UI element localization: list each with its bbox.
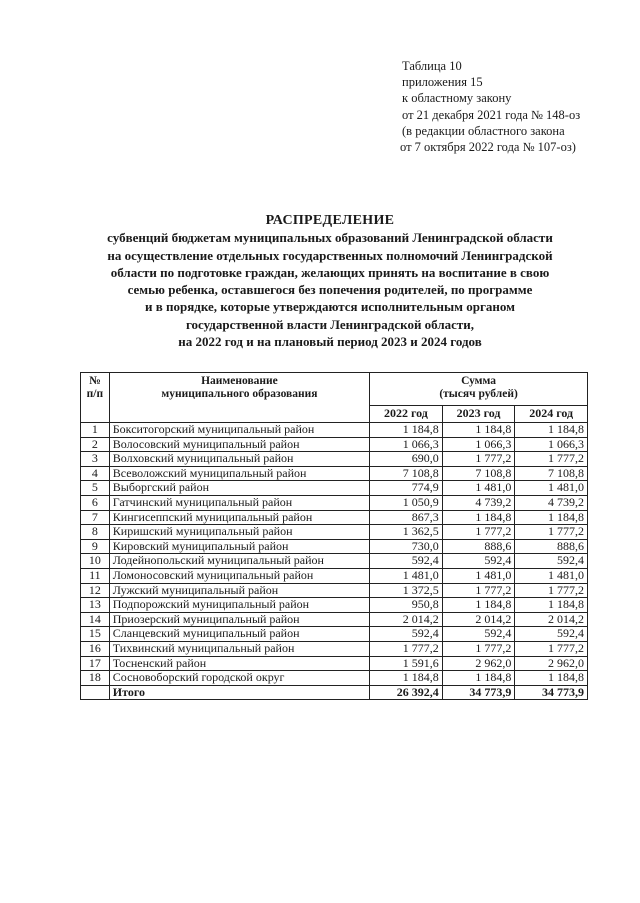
row-value-2023: 1 481,0 xyxy=(442,481,515,496)
row-value-2023: 1 184,8 xyxy=(442,423,515,438)
distribution-table xyxy=(80,372,588,700)
header-number-line: № xyxy=(89,375,101,387)
row-number: 13 xyxy=(81,598,110,613)
row-value-2022: 1 372,5 xyxy=(370,583,443,598)
row-value-2024: 4 739,2 xyxy=(515,495,588,510)
header-name xyxy=(109,373,369,423)
row-value-2022: 867,3 xyxy=(370,510,443,525)
row-name: Киришский муниципальный район xyxy=(109,525,369,540)
approval-line: от 21 декабря 2021 года № 148-оз xyxy=(402,107,581,122)
row-value-2023: 1 481,0 xyxy=(442,568,515,583)
header-number xyxy=(81,373,110,423)
table-row xyxy=(81,583,588,598)
row-value-2022: 7 108,8 xyxy=(370,466,443,481)
header-year-2023: 2023 год xyxy=(442,406,515,423)
row-value-2023: 1 184,8 xyxy=(442,510,515,525)
table-row xyxy=(81,554,588,569)
row-number: 14 xyxy=(81,612,110,627)
row-value-2024: 1 777,2 xyxy=(515,641,588,656)
row-number: 7 xyxy=(81,510,110,525)
table-row xyxy=(81,598,588,613)
row-value-2024: 2 962,0 xyxy=(515,656,588,671)
header-year-2024: 2024 год xyxy=(515,406,588,423)
row-value-2022: 2 014,2 xyxy=(370,612,443,627)
table-row xyxy=(81,539,588,554)
row-value-2024: 592,4 xyxy=(515,627,588,642)
approval-line: от 7 октября 2022 года № 107-оз) xyxy=(400,140,576,155)
row-name: Лодейнопольский муниципальный район xyxy=(109,554,369,569)
row-value-2023: 1 777,2 xyxy=(442,452,515,467)
heading-line: и в порядке, которые утверждаются исполнительным органом xyxy=(145,299,515,315)
table-header xyxy=(81,373,588,423)
row-value-2022: 1 777,2 xyxy=(370,641,443,656)
row-value-2024: 1 777,2 xyxy=(515,583,588,598)
approval-line: Таблица 10 xyxy=(402,59,462,73)
row-value-2023: 7 108,8 xyxy=(442,466,515,481)
table-row xyxy=(81,481,588,496)
row-name: Кингисеппский муниципальный район xyxy=(109,510,369,525)
row-value-2024: 592,4 xyxy=(515,554,588,569)
row-value-2022: 730,0 xyxy=(370,539,443,554)
heading-line: государственной власти Ленинградской области, xyxy=(185,316,475,332)
row-value-2023: 1 184,8 xyxy=(442,671,515,686)
row-name: Выборгский район xyxy=(109,481,369,496)
row-value-2024: 1 481,0 xyxy=(515,568,588,583)
total-value-2024: 34 773,9 xyxy=(515,685,588,700)
approval-line: к областному закону xyxy=(402,91,512,106)
row-value-2024: 1 184,8 xyxy=(515,598,588,613)
table-row xyxy=(81,612,588,627)
total-number-cell xyxy=(81,685,110,700)
table-row xyxy=(81,466,588,481)
row-value-2022: 774,9 xyxy=(370,481,443,496)
table-row xyxy=(81,627,588,642)
row-value-2024: 1 184,8 xyxy=(515,510,588,525)
row-number: 18 xyxy=(81,671,110,686)
row-number: 10 xyxy=(81,554,110,569)
row-value-2022: 592,4 xyxy=(370,554,443,569)
row-value-2024: 1 184,8 xyxy=(515,671,588,686)
row-number: 3 xyxy=(81,452,110,467)
row-name: Сосновоборский городской округ xyxy=(109,671,369,686)
row-name: Кировский муниципальный район xyxy=(109,539,369,554)
table-row xyxy=(81,495,588,510)
table-row xyxy=(81,641,588,656)
row-value-2023: 2 014,2 xyxy=(442,612,515,627)
row-value-2023: 592,4 xyxy=(442,554,515,569)
row-value-2023: 2 962,0 xyxy=(442,656,515,671)
approval-line: (в редакции областного закона xyxy=(402,123,565,138)
row-value-2023: 1 777,2 xyxy=(442,583,515,598)
row-number: 4 xyxy=(81,466,110,481)
row-value-2023: 1 184,8 xyxy=(442,598,515,613)
row-value-2022: 1 184,8 xyxy=(370,423,443,438)
row-number: 11 xyxy=(81,568,110,583)
heading-title: РАСПРЕДЕЛЕНИЕ xyxy=(265,213,395,228)
table-row xyxy=(81,423,588,438)
total-label: Итого xyxy=(109,685,369,700)
row-number: 9 xyxy=(81,539,110,554)
row-value-2024: 1 481,0 xyxy=(515,481,588,496)
row-value-2024: 1 066,3 xyxy=(515,437,588,452)
row-number: 2 xyxy=(81,437,110,452)
row-value-2022: 1 184,8 xyxy=(370,671,443,686)
row-value-2022: 592,4 xyxy=(370,627,443,642)
row-value-2022: 1 066,3 xyxy=(370,437,443,452)
row-value-2024: 1 777,2 xyxy=(515,452,588,467)
header-name-line: Наименование xyxy=(201,375,278,387)
table-row xyxy=(81,510,588,525)
row-value-2023: 4 739,2 xyxy=(442,495,515,510)
document-heading xyxy=(60,212,600,350)
row-value-2024: 1 184,8 xyxy=(515,423,588,438)
header-sum-line: (тысяч рублей) xyxy=(439,388,518,400)
header-year-2022: 2022 год xyxy=(370,406,443,423)
row-value-2024: 7 108,8 xyxy=(515,466,588,481)
row-value-2023: 1 777,2 xyxy=(442,525,515,540)
row-number: 6 xyxy=(81,495,110,510)
row-value-2022: 690,0 xyxy=(370,452,443,467)
row-name: Сланцевский муниципальный район xyxy=(109,627,369,642)
table-row xyxy=(81,656,588,671)
row-value-2024: 2 014,2 xyxy=(515,612,588,627)
row-value-2022: 1 362,5 xyxy=(370,525,443,540)
row-number: 5 xyxy=(81,481,110,496)
heading-line: области по подготовке граждан, желающих принять на воспитание в свою xyxy=(110,264,550,280)
total-value-2023: 34 773,9 xyxy=(442,685,515,700)
row-name: Гатчинский муниципальный район xyxy=(109,495,369,510)
row-number: 1 xyxy=(81,423,110,438)
row-name: Лужский муниципальный район xyxy=(109,583,369,598)
row-value-2024: 888,6 xyxy=(515,539,588,554)
header-number-line: п/п xyxy=(86,388,104,400)
row-name: Тосненский район xyxy=(109,656,369,671)
row-value-2024: 1 777,2 xyxy=(515,525,588,540)
row-name: Ломоносовский муниципальный район xyxy=(109,568,369,583)
row-value-2022: 1 050,9 xyxy=(370,495,443,510)
header-sum-line: Сумма xyxy=(461,375,497,387)
table-body xyxy=(81,423,588,700)
row-name: Всеволожский муниципальный район xyxy=(109,466,369,481)
row-name: Приозерский муниципальный район xyxy=(109,612,369,627)
row-value-2022: 950,8 xyxy=(370,598,443,613)
table-row xyxy=(81,437,588,452)
approval-line: приложения 15 xyxy=(402,75,483,90)
row-value-2022: 1 591,6 xyxy=(370,656,443,671)
row-number: 8 xyxy=(81,525,110,540)
total-row xyxy=(81,685,588,700)
table-row xyxy=(81,671,588,686)
approval-note xyxy=(402,58,632,155)
row-name: Тихвинский муниципальный район xyxy=(109,641,369,656)
row-number: 16 xyxy=(81,641,110,656)
table-row xyxy=(81,525,588,540)
row-value-2023: 592,4 xyxy=(442,627,515,642)
row-name: Бокситогорский муниципальный район xyxy=(109,423,369,438)
row-number: 12 xyxy=(81,583,110,598)
row-value-2023: 1 777,2 xyxy=(442,641,515,656)
row-value-2023: 888,6 xyxy=(442,539,515,554)
row-number: 15 xyxy=(81,627,110,642)
total-value-2022: 26 392,4 xyxy=(370,685,443,700)
heading-line: субвенций бюджетам муниципальных образований Ленинградской области xyxy=(107,230,553,246)
row-name: Волховский муниципальный район xyxy=(109,452,369,467)
row-name: Волосовский муниципальный район xyxy=(109,437,369,452)
heading-line: на 2022 год и на плановый период 2023 и 2024 годов xyxy=(178,334,482,350)
row-value-2023: 1 066,3 xyxy=(442,437,515,452)
row-number: 17 xyxy=(81,656,110,671)
table-row xyxy=(81,452,588,467)
table-row xyxy=(81,568,588,583)
heading-line: семью ребенка, оставшегося без попечения родителей, по программе xyxy=(127,282,533,298)
header-sum xyxy=(370,373,588,406)
heading-line: на осуществление отдельных государственных полномочий Ленинградской xyxy=(107,247,553,263)
row-name: Подпорожский муниципальный район xyxy=(109,598,369,613)
row-value-2022: 1 481,0 xyxy=(370,568,443,583)
header-name-line: муниципального образования xyxy=(161,388,318,400)
